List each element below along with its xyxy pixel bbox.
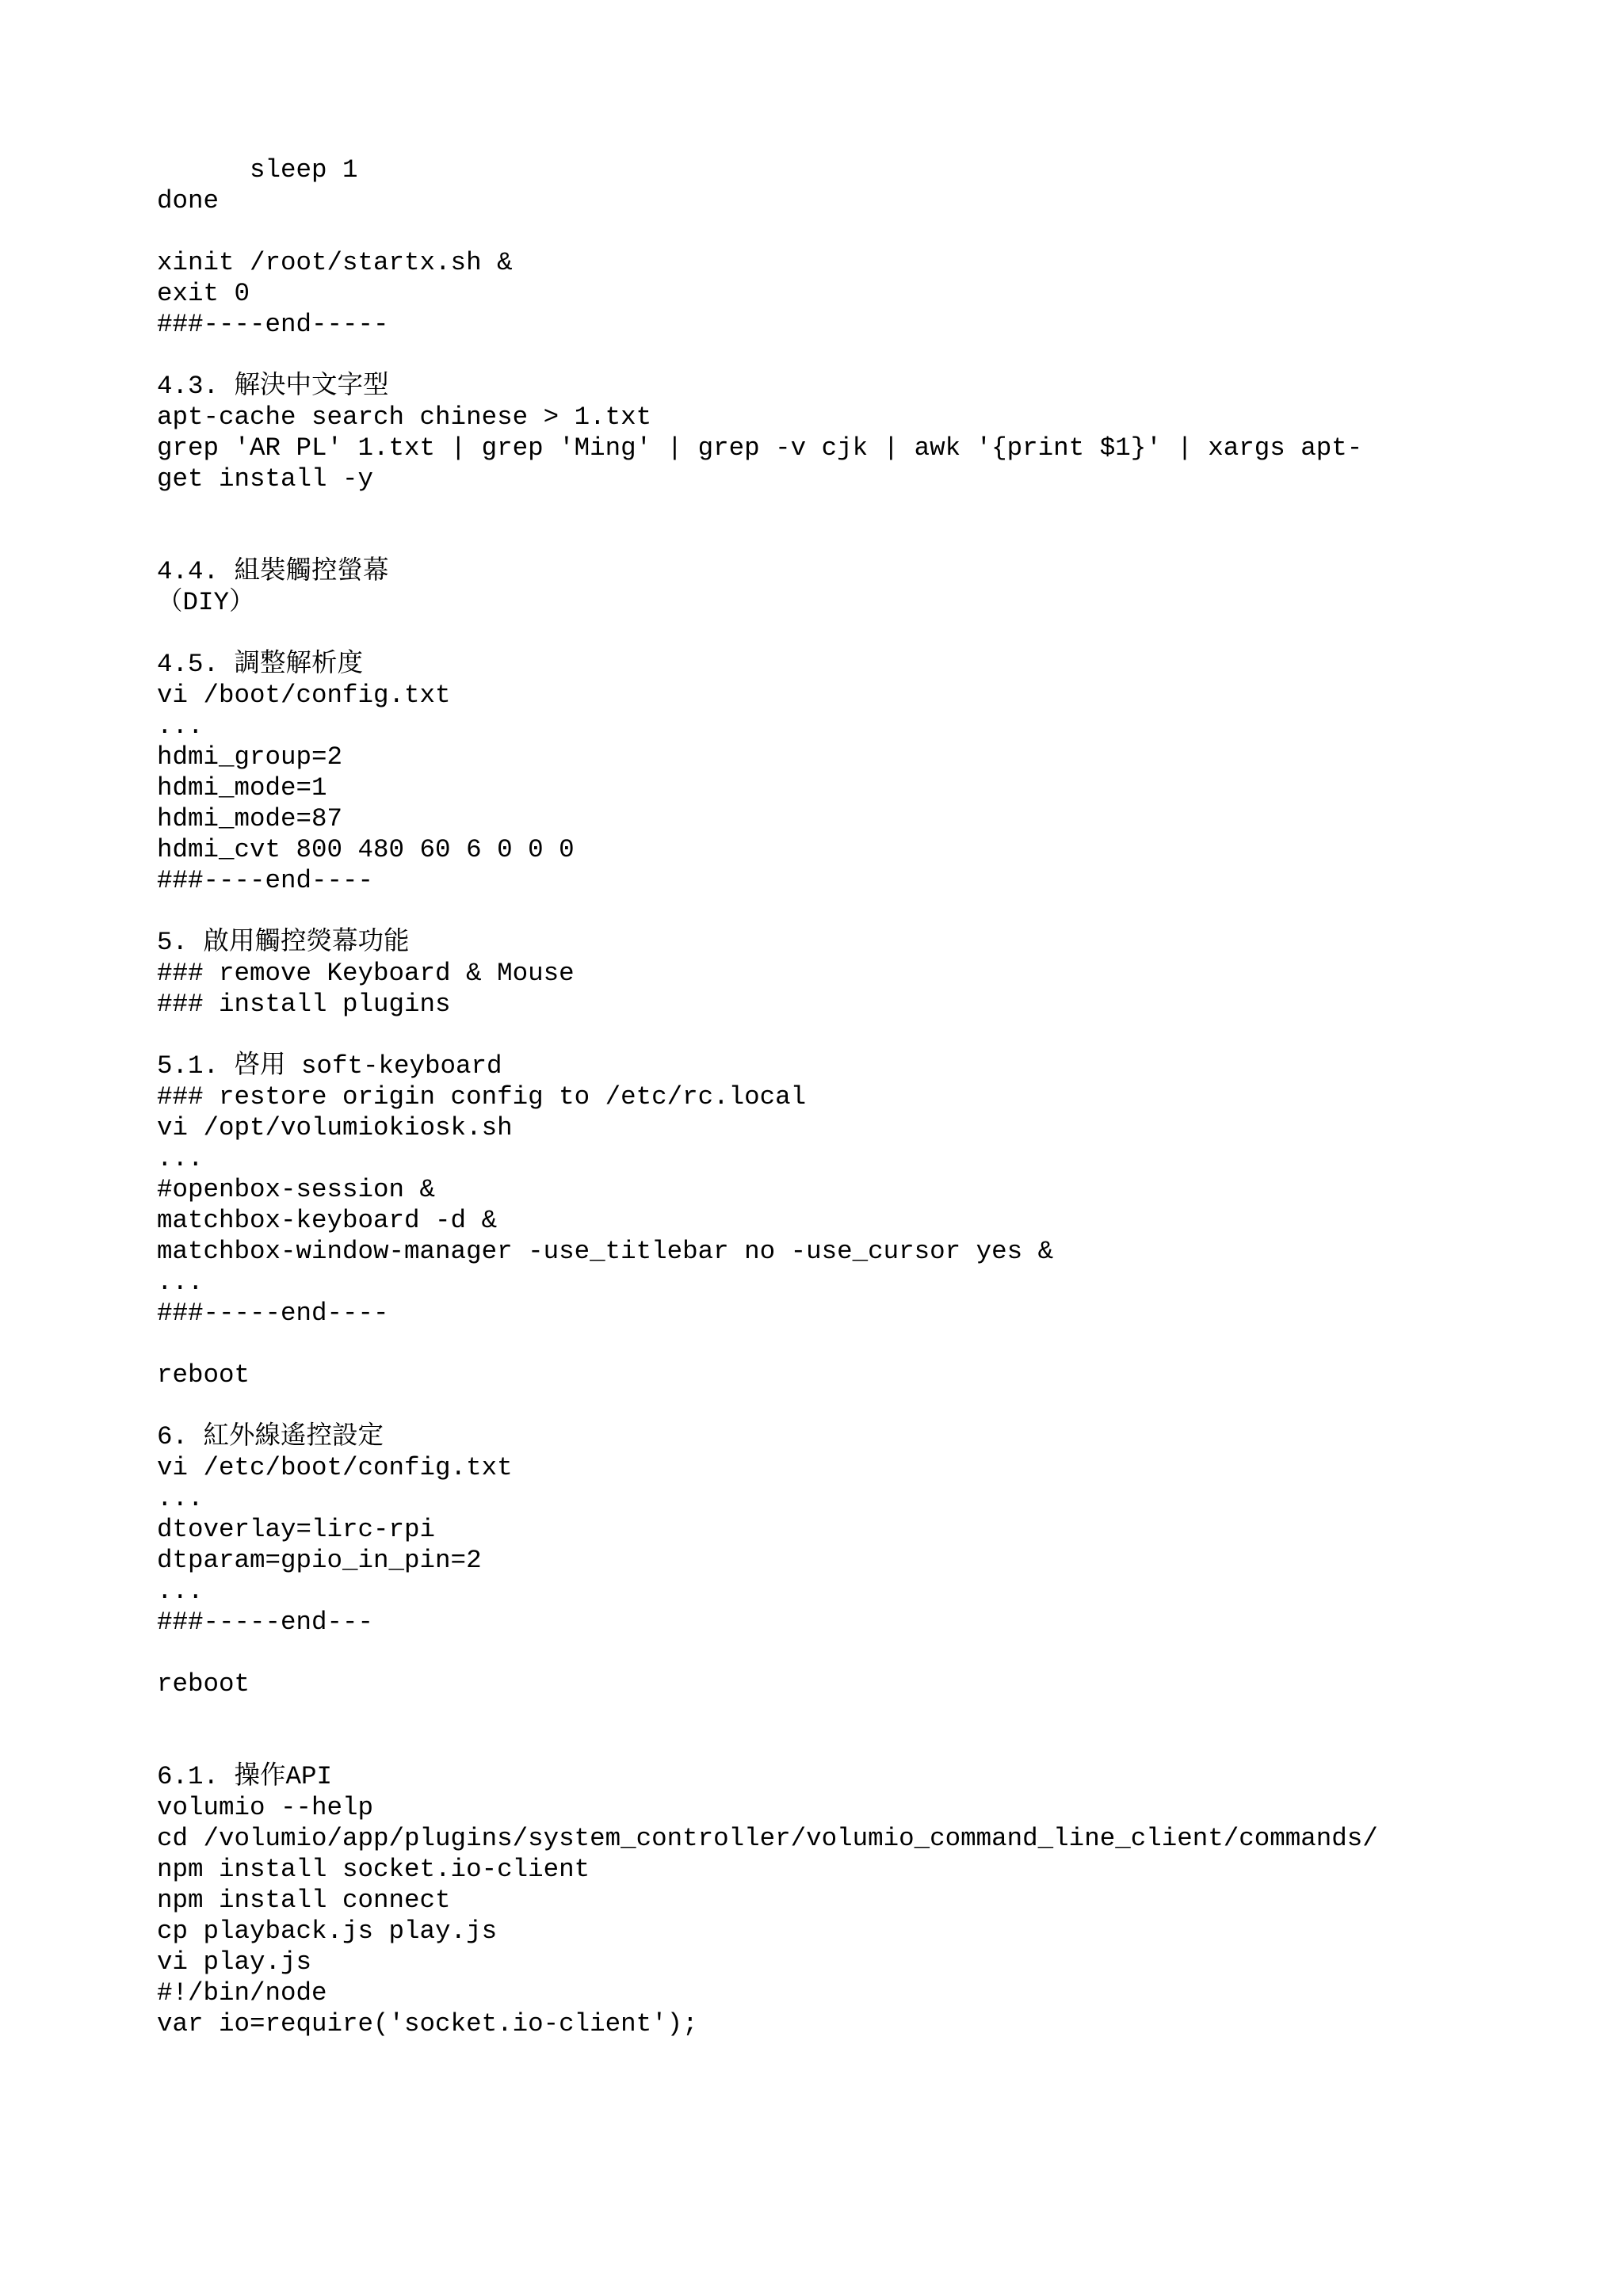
text-line: ... bbox=[157, 1144, 204, 1173]
text-line bbox=[157, 1699, 1504, 1730]
text-line bbox=[157, 340, 1504, 371]
text-line: hdmi_group=2 bbox=[157, 742, 343, 772]
text-line: reboot bbox=[157, 1360, 250, 1390]
text-line: cp playback.js play.js bbox=[157, 1917, 498, 1946]
text-line: ... bbox=[157, 1484, 204, 1513]
text-line: （DIY） bbox=[157, 588, 255, 617]
section-heading: 5.1. 啓用 soft-keyboard bbox=[157, 1051, 502, 1081]
text-line: npm install socket.io-client bbox=[157, 1855, 590, 1884]
text-line bbox=[157, 525, 1504, 556]
text-line: vi /boot/config.txt bbox=[157, 681, 451, 710]
text-line: vi /etc/boot/config.txt bbox=[157, 1453, 513, 1482]
text-line bbox=[157, 896, 1504, 927]
text-line: grep 'AR PL' 1.txt | grep 'Ming' | grep -v cjk | awk '{print $1}' | xargs apt- bbox=[157, 433, 1363, 463]
text-line: hdmi_mode=87 bbox=[157, 804, 343, 833]
text-line: reboot bbox=[157, 1669, 250, 1699]
text-line bbox=[157, 1020, 1504, 1051]
text-line: vi play.js bbox=[157, 1947, 312, 1977]
text-line: done bbox=[157, 186, 220, 215]
text-line: var io=require('socket.io-client'); bbox=[157, 2009, 698, 2039]
text-line: apt-cache search chinese > 1.txt bbox=[157, 402, 652, 432]
text-line: ###-----end---- bbox=[157, 1299, 389, 1328]
text-line: ### remove Keyboard & Mouse bbox=[157, 959, 575, 988]
text-line bbox=[157, 1390, 1504, 1421]
section-heading: 6.1. 操作API bbox=[157, 1762, 333, 1791]
text-line: ### restore origin config to /etc/rc.local bbox=[157, 1082, 807, 1112]
document-page bbox=[157, 154, 1504, 2039]
text-line bbox=[157, 216, 1504, 247]
text-line: npm install connect bbox=[157, 1886, 451, 1915]
section-heading: 4.4. 組裝觸控螢幕 bbox=[157, 557, 389, 586]
text-line: hdmi_mode=1 bbox=[157, 773, 327, 803]
text-line: ... bbox=[157, 1268, 204, 1297]
section-heading: 4.5. 調整解析度 bbox=[157, 650, 364, 679]
text-line bbox=[157, 1638, 1504, 1669]
text-line: ###----end---- bbox=[157, 866, 374, 895]
text-line: dtoverlay=lirc-rpi bbox=[157, 1515, 436, 1544]
text-line: ###-----end--- bbox=[157, 1608, 374, 1637]
section-heading: 4.3. 解決中文字型 bbox=[157, 372, 389, 401]
section-heading: 5. 啟用觸控熒幕功能 bbox=[157, 928, 410, 957]
text-line: volumio --help bbox=[157, 1793, 374, 1822]
text-line: ... bbox=[157, 711, 204, 741]
text-line: dtparam=gpio_in_pin=2 bbox=[157, 1546, 482, 1575]
text-line: cd /volumio/app/plugins/system_controller/volumio_command_line_client/commands/ bbox=[157, 1824, 1378, 1853]
text-line: matchbox-keyboard -d & bbox=[157, 1206, 498, 1235]
text-line: #!/bin/node bbox=[157, 1978, 327, 2008]
section-heading: 6. 紅外線遙控設定 bbox=[157, 1422, 384, 1451]
text-line bbox=[157, 1329, 1504, 1360]
text-line bbox=[157, 494, 1504, 525]
text-line: ###----end----- bbox=[157, 310, 389, 339]
text-line bbox=[157, 618, 1504, 649]
text-line: vi /opt/volumiokiosk.sh bbox=[157, 1113, 513, 1142]
text-line: sleep 1 bbox=[157, 155, 358, 185]
text-line: get install -y bbox=[157, 464, 374, 494]
text-line: ... bbox=[157, 1577, 204, 1606]
text-line: hdmi_cvt 800 480 60 6 0 0 0 bbox=[157, 835, 575, 864]
text-line: ### install plugins bbox=[157, 990, 451, 1019]
text-line: #openbox-session & bbox=[157, 1175, 436, 1204]
text-line: exit 0 bbox=[157, 279, 250, 308]
text-line: xinit /root/startx.sh & bbox=[157, 248, 513, 277]
text-line bbox=[157, 1730, 1504, 1761]
text-line: matchbox-window-manager -use_titlebar no -use_cursor yes & bbox=[157, 1237, 1054, 1266]
